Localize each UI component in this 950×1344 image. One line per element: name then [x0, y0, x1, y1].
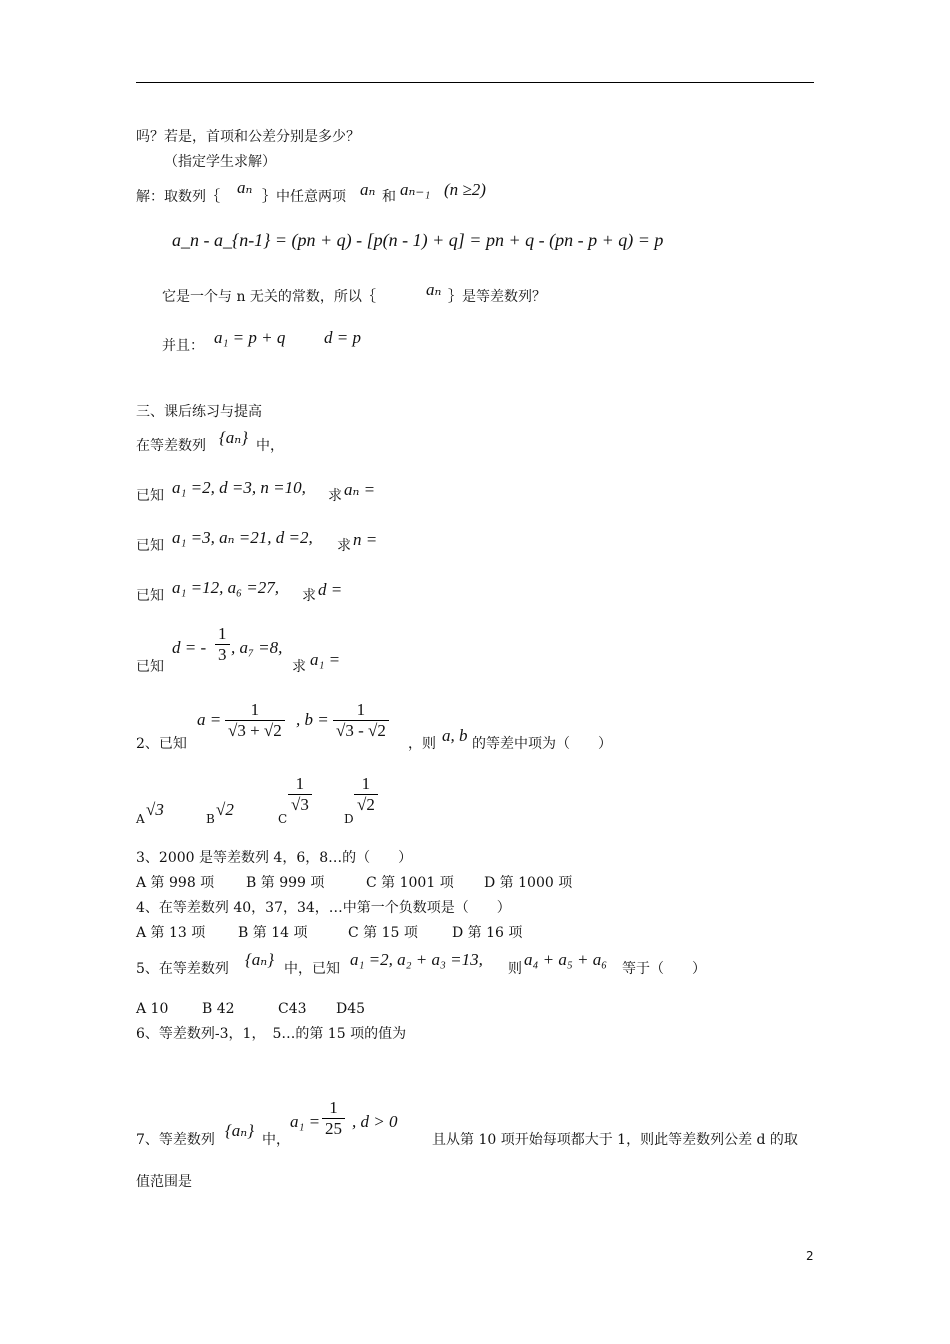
text-line: ｝中任意两项	[262, 189, 346, 205]
math-eq: , a₇ =8,	[231, 638, 283, 657]
option: B 第 14 项	[238, 925, 308, 941]
text-line: ｝是等差数列？	[448, 289, 546, 305]
text-line: 等于（ ）	[622, 961, 706, 977]
option: C 第 15 项	[348, 925, 418, 941]
option: A 第 998 项	[136, 875, 215, 891]
math-an: aₙ	[360, 180, 376, 199]
math-target: aₙ =	[344, 480, 376, 499]
question-4: 4、在等差数列 40，37，34，…中第一个负数项是（ ）	[136, 900, 511, 916]
option-value: √3	[146, 800, 164, 819]
math-eq: a₁ =2, a₂ + a₃ =13,	[350, 950, 483, 969]
option: C43	[278, 1001, 307, 1017]
math-target: d =	[318, 580, 343, 599]
math-an: aₙ	[237, 178, 253, 197]
page-number: 2	[806, 1249, 814, 1263]
text-line: 且从第 10 项开始每项都大于 1，则此等差数列公差 d 的取	[432, 1132, 798, 1148]
given-label: 已知	[136, 538, 164, 554]
math-seq: {aₙ}	[219, 428, 248, 447]
text-line: ，则	[408, 736, 436, 752]
math-eq: a₁ =	[290, 1112, 321, 1131]
fraction: $\frac{1}{25}$	[322, 1098, 345, 1139]
math-eq: , b =	[296, 710, 329, 729]
fraction: $\frac{1}{3}$	[215, 624, 230, 665]
header-rule	[136, 82, 814, 83]
given-label: 已知	[136, 588, 164, 604]
option: A 第 13 项	[136, 925, 206, 941]
math-eq: d = -	[172, 638, 207, 657]
ask-label: 求	[292, 659, 306, 675]
text-line: 中，已知	[284, 961, 340, 977]
math-an: aₙ	[426, 280, 442, 299]
ask-label: 求	[337, 538, 351, 554]
fraction: $\frac{1}{√2}$	[354, 774, 378, 815]
text-line: 解：取数列｛	[136, 189, 220, 205]
math-an1: aₙ₋₁	[400, 180, 431, 199]
math-target: a₁ =	[310, 650, 341, 669]
given-label: 已知	[136, 659, 164, 675]
math-target: n =	[353, 530, 378, 549]
question-2: 2、已知	[136, 736, 187, 752]
option-label: A	[136, 812, 145, 826]
math-eq: a₄ + a₅ + a₆	[524, 950, 608, 969]
math-eq: , d > 0	[352, 1112, 398, 1131]
text-line: 则	[508, 961, 522, 977]
math-eq: d = p	[324, 328, 361, 347]
question-5: 5、在等差数列	[136, 961, 229, 977]
option-value: √2	[216, 800, 234, 819]
math-cond: (n ≥2)	[444, 180, 486, 199]
text-line: 它是一个与 n 无关的常数，所以｛	[162, 289, 376, 305]
question-7: 7、等差数列	[136, 1132, 215, 1148]
text-line: 中，	[256, 438, 284, 454]
math-eq: a₁ = p + q	[214, 328, 286, 347]
option: B 42	[202, 1001, 235, 1017]
given-label: 已知	[136, 488, 164, 504]
text-line: 在等差数列	[136, 438, 206, 454]
math-seq: {aₙ}	[225, 1121, 254, 1140]
main-equation: a_n - a_{n-1} = (pn + q) - [p(n - 1) + q] = pn + q - (pn - p + q) = p	[172, 230, 664, 250]
text-line: 的等差中项为（ ）	[472, 736, 612, 752]
option: D 第 16 项	[452, 925, 523, 941]
text-line: 并且：	[162, 338, 204, 354]
math-seq: {aₙ}	[245, 950, 274, 969]
option-label: B	[206, 812, 215, 826]
text-line: 和	[382, 189, 396, 205]
question-6: 6、等差数列-3，1， 5…的第 15 项的值为	[136, 1026, 407, 1042]
text-line: 中，	[262, 1132, 290, 1148]
fraction: $\frac{1}{√3}$	[288, 774, 312, 815]
ask-label: 求	[302, 588, 316, 604]
text-line: 吗？若是，首项和公差分别是多少？	[136, 129, 360, 145]
option: D 第 1000 项	[484, 875, 573, 891]
ask-label: 求	[328, 488, 342, 504]
math-eq: a₁ =2, d =3, n =10,	[172, 478, 306, 497]
math-eq: a₁ =12, a₆ =27,	[172, 578, 280, 597]
text-line: （指定学生求解）	[164, 154, 276, 170]
option-label: C	[278, 812, 288, 826]
option: A 10	[136, 1001, 169, 1017]
option: B 第 999 项	[246, 875, 325, 891]
math-eq: a₁ =3, aₙ =21, d =2,	[172, 528, 313, 547]
option-label: D	[344, 812, 354, 826]
math-eq: a =	[197, 710, 222, 729]
question-3: 3、2000 是等差数列 4，6，8…的（ ）	[136, 850, 413, 866]
option: D45	[336, 1001, 366, 1017]
section-heading: 三、课后练习与提高	[136, 404, 262, 420]
option: C 第 1001 项	[366, 875, 454, 891]
fraction: $\frac{1}{√3 - √2}$	[333, 700, 389, 741]
fraction: $\frac{1}{√3 + √2}$	[225, 700, 285, 741]
math-ab: a, b	[442, 726, 468, 745]
text-line: 值范围是	[136, 1174, 192, 1190]
